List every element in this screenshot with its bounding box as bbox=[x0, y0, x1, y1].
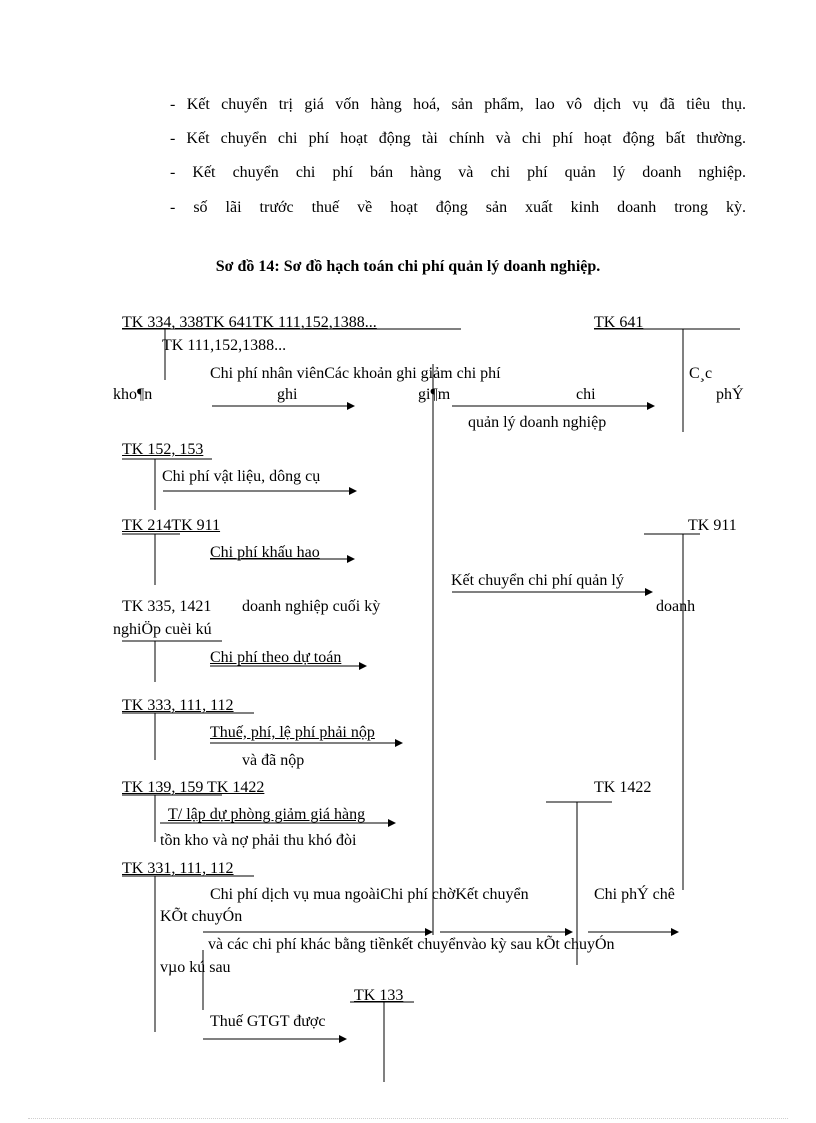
label-tk-334: TK 334, 338TK 641TK 111,152,1388... bbox=[122, 314, 377, 331]
label-t-lap-du-phong: T/ lập dự phòng giảm giá hàng bbox=[168, 806, 366, 823]
label-tk-335: TK 335, 1421 bbox=[122, 598, 212, 615]
label-doanh: doanh bbox=[656, 598, 696, 615]
label-cac-right: C¸c bbox=[689, 365, 713, 382]
bullet-line-3: - Kết chuyển chi phí bán hàng và chi phí quản lý doanh nghiệp. bbox=[170, 164, 746, 181]
label-tk-152: TK 152, 153 bbox=[122, 441, 204, 458]
label-quan-ly-dn: quản lý doanh nghiệp bbox=[468, 414, 607, 431]
label-tk-911-right: TK 911 bbox=[688, 517, 737, 534]
label-thue-phi: Thuế, phí, lệ phí phải nộp bbox=[210, 724, 375, 741]
label-giam: gi¶m bbox=[418, 386, 451, 403]
label-ket-chuyen-left: KÕt chuyÓn bbox=[160, 908, 243, 925]
label-chi-phi-du-toan: Chi phí theo dự toán bbox=[210, 649, 342, 666]
label-tk-1422-right: TK 1422 bbox=[594, 779, 652, 796]
label-tk-331: TK 331, 111, 112 bbox=[122, 860, 234, 877]
label-phi-right: phÝ bbox=[716, 386, 744, 403]
label-nghiep-cuoi-ky: nghiÖp cuèi kú bbox=[113, 621, 212, 638]
label-cac-chi-phi-khac: và các chi phí khác bằng tiềnkết chuyểnvào kỳ sau kÕt chuyÓn bbox=[208, 936, 615, 953]
label-tk-214: TK 214TK 911 bbox=[122, 517, 221, 534]
label-dn-cuoi-ky: doanh nghiệp cuối kỳ bbox=[242, 598, 381, 615]
label-kho: kho¶n bbox=[113, 386, 153, 403]
label-ghi: ghi bbox=[277, 386, 298, 403]
bullet-line-1: - Kết chuyển trị giá vốn hàng hoá, sản phẩm, lao vô dịch vụ đã tiêu thụ. bbox=[170, 96, 746, 113]
bullet-line-2: - Kết chuyển chi phí hoạt động tài chính và chi phí hoạt động bất thường. bbox=[170, 130, 746, 147]
label-chi-phi-nhan-vien: Chi phí nhân viênCác khoản ghi giảm chi phí bbox=[210, 365, 501, 382]
bullet-line-4: - số lãi trước thuế về hoạt động sản xuất kinh doanh trong kỳ. bbox=[170, 199, 746, 216]
label-tk-139: TK 139, 159 TK 1422 bbox=[122, 779, 265, 796]
label-va-da-nop: và đã nộp bbox=[242, 752, 305, 769]
label-chi: chi bbox=[576, 386, 596, 403]
label-ton-kho: tồn kho và nợ phải thu khó đòi bbox=[160, 832, 357, 849]
label-thue-gtgt: Thuế GTGT được bbox=[210, 1013, 326, 1030]
label-chi-phi-che: Chi phÝ chê bbox=[594, 886, 675, 903]
label-tk-133: TK 133 bbox=[354, 987, 404, 1004]
label-vao-ky-sau: vµo kú sau bbox=[160, 959, 231, 976]
label-chi-phi-vat-lieu: Chi phí vật liệu, dông cụ bbox=[162, 468, 321, 485]
label-tk-333: TK 333, 111, 112 bbox=[122, 697, 234, 714]
diagram-title: Sơ đồ 14: Sơ đồ hạch toán chi phí quản lý doanh nghiệp. bbox=[215, 258, 601, 275]
label-chi-phi-khau-hao: Chi phí khấu hao bbox=[210, 544, 320, 561]
label-dich-vu-mua-ngoai: Chi phí dịch vụ mua ngoàiChi phí chờKết chuyển bbox=[210, 886, 529, 903]
label-tk-641-right: TK 641 bbox=[594, 314, 644, 331]
label-ket-chuyen-qly: Kết chuyển chi phí quản lý bbox=[451, 572, 624, 589]
page-footer-rule bbox=[28, 1118, 788, 1119]
label-tk-111-sub: TK 111,152,1388... bbox=[162, 337, 287, 354]
